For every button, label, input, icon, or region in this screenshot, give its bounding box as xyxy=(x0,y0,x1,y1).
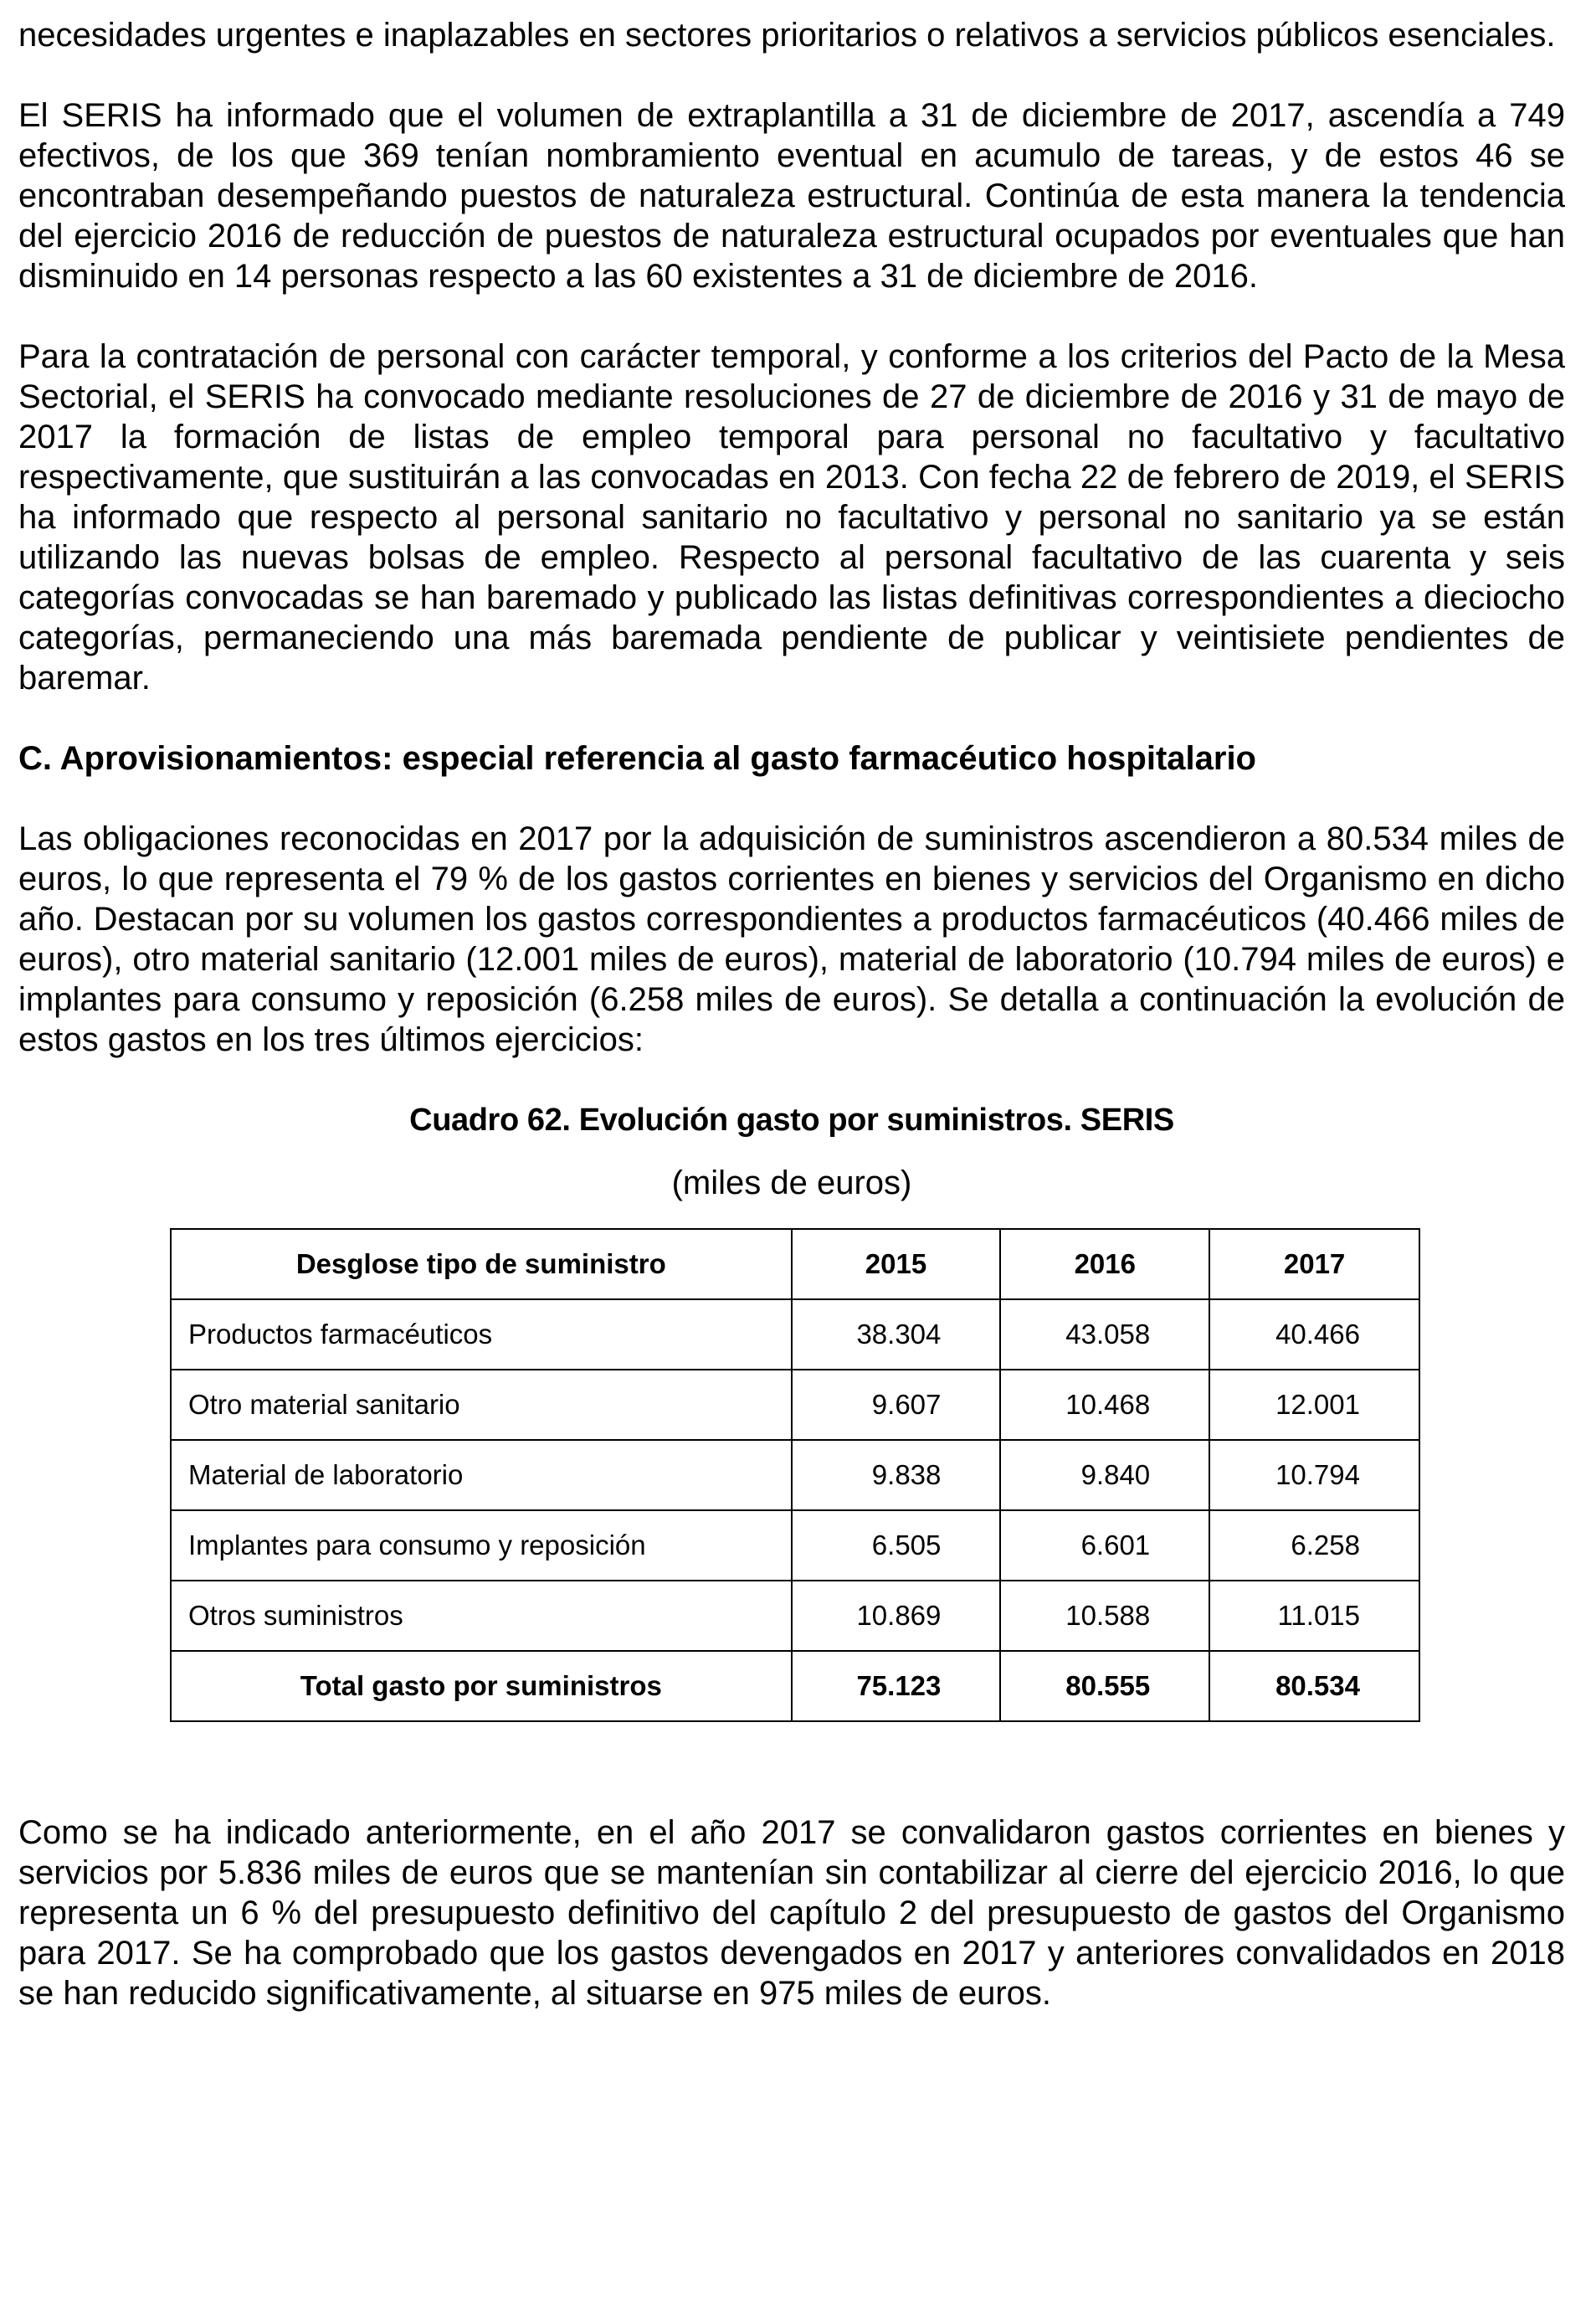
cell-2015: 10.869 xyxy=(792,1581,1001,1651)
document-page xyxy=(18,15,1565,2013)
row-label: Material de laboratorio xyxy=(171,1440,792,1510)
total-2015: 75.123 xyxy=(792,1651,1001,1721)
cell-2017: 40.466 xyxy=(1209,1299,1419,1370)
paragraph-servicios-esenciales: necesidades urgentes e inaplazables en sectores prioritarios o relativos a servicios públicos esenciales. xyxy=(18,17,1556,54)
table-subtitle: (miles de euros) xyxy=(671,1165,912,1201)
cell-2017: 10.794 xyxy=(1209,1440,1419,1510)
cell-2016: 10.468 xyxy=(1000,1370,1209,1440)
cell-2015: 38.304 xyxy=(792,1299,1001,1370)
cell-2016: 43.058 xyxy=(1000,1299,1209,1370)
header-2015: 2015 xyxy=(792,1229,1001,1299)
table-row xyxy=(171,1510,1419,1581)
cell-2017: 11.015 xyxy=(1209,1581,1419,1651)
table-title: Cuadro 62. Evolución gasto por suministros. SERIS xyxy=(409,1103,1174,1138)
row-label: Otros suministros xyxy=(171,1581,792,1651)
table-row xyxy=(171,1370,1419,1440)
table-header-row xyxy=(171,1229,1419,1299)
cell-2017: 6.258 xyxy=(1209,1510,1419,1581)
table-row xyxy=(171,1440,1419,1510)
paragraph-extraplantilla: El SERIS ha informado que el volumen de extraplantilla a 31 de diciembre de 2017, ascendía a 749 efectivos, de los que 369 tenían nombramiento eventual en acumulo de tareas, y de estos 46 se encontraban desempeñando puestos de naturaleza estructural. Continúa de esta manera la tendencia del ejercicio 2016 de reducción de puestos de naturaleza estructural ocupados por eventuales que han disminuido en 14 personas respecto a las 60 existentes a 31 de diciembre de 2016. xyxy=(18,97,1565,295)
cell-2015: 6.505 xyxy=(792,1510,1001,1581)
suministros-table xyxy=(170,1228,1420,1722)
paragraph-convalidacion-gastos: Como se ha indicado anteriormente, en el año 2017 se convalidaron gastos corrientes en bienes y servicios por 5.836 miles de euros que se mantenían sin contabilizar al cierre del ejercicio 2016, lo que representa un 6 % del presupuesto definitivo del capítulo 2 del presupuesto de gastos del Organismo para 2017. Se ha comprobado que los gastos devengados en 2017 y anteriores convalidados en 2018 se han reducido significativamente, al situarse en 975 miles de euros. xyxy=(18,1814,1565,2012)
total-label: Total gasto por suministros xyxy=(171,1651,792,1721)
cell-2015: 9.607 xyxy=(792,1370,1001,1440)
cell-2015: 9.838 xyxy=(792,1440,1001,1510)
row-label: Otro material sanitario xyxy=(171,1370,792,1440)
table-row xyxy=(171,1299,1419,1370)
header-2016: 2016 xyxy=(1000,1229,1209,1299)
total-2017: 80.534 xyxy=(1209,1651,1419,1721)
paragraph-obligaciones-suministros: Las obligaciones reconocidas en 2017 por la adquisición de suministros ascendieron a 80.534 miles de euros, lo que representa el 79 % de los gastos corrientes en bienes y servicios del Organismo en dicho año. Destacan por su volumen los gastos correspondientes a productos farmacéuticos (40.466 miles de euros), otro material sanitario (12.001 miles de euros), material de laboratorio (10.794 miles de euros) e implantes para consumo y reposición (6.258 miles de euros). Se detalla a continuación la evolución de estos gastos en los tres últimos ejercicios: xyxy=(18,820,1565,1058)
table-total-row xyxy=(171,1651,1419,1721)
header-2017: 2017 xyxy=(1209,1229,1419,1299)
total-2016: 80.555 xyxy=(1000,1651,1209,1721)
row-label: Productos farmacéuticos xyxy=(171,1299,792,1370)
cell-2016: 9.840 xyxy=(1000,1440,1209,1510)
paragraph-contratacion-temporal: Para la contratación de personal con carácter temporal, y conforme a los criterios del Pacto de la Mesa Sectorial, el SERIS ha convocado mediante resoluciones de 27 de diciembre de 2016 y 31 de mayo de 2017 la formación de listas de empleo temporal para personal no facultativo y facultativo respectivamente, que sustituirán a las convocadas en 2013. Con fecha 22 de febrero de 2019, el SERIS ha informado que respecto al personal sanitario no facultativo y personal no sanitario ya se están utilizando las nuevas bolsas de empleo. Respecto al personal facultativo de las cuarenta y seis categorías convocadas se han baremado y publicado las listas definitivas correspondientes a dieciocho categorías, permaneciendo una más baremada pendiente de publicar y veintisiete pendientes de baremar. xyxy=(18,338,1565,697)
table-row xyxy=(171,1581,1419,1651)
row-label: Implantes para consumo y reposición xyxy=(171,1510,792,1581)
section-heading-aprovisionamientos: C. Aprovisionamientos: especial referencia al gasto farmacéutico hospitalario xyxy=(18,740,1256,777)
cell-2017: 12.001 xyxy=(1209,1370,1419,1440)
header-desglose: Desglose tipo de suministro xyxy=(171,1229,792,1299)
cell-2016: 6.601 xyxy=(1000,1510,1209,1581)
cell-2016: 10.588 xyxy=(1000,1581,1209,1651)
